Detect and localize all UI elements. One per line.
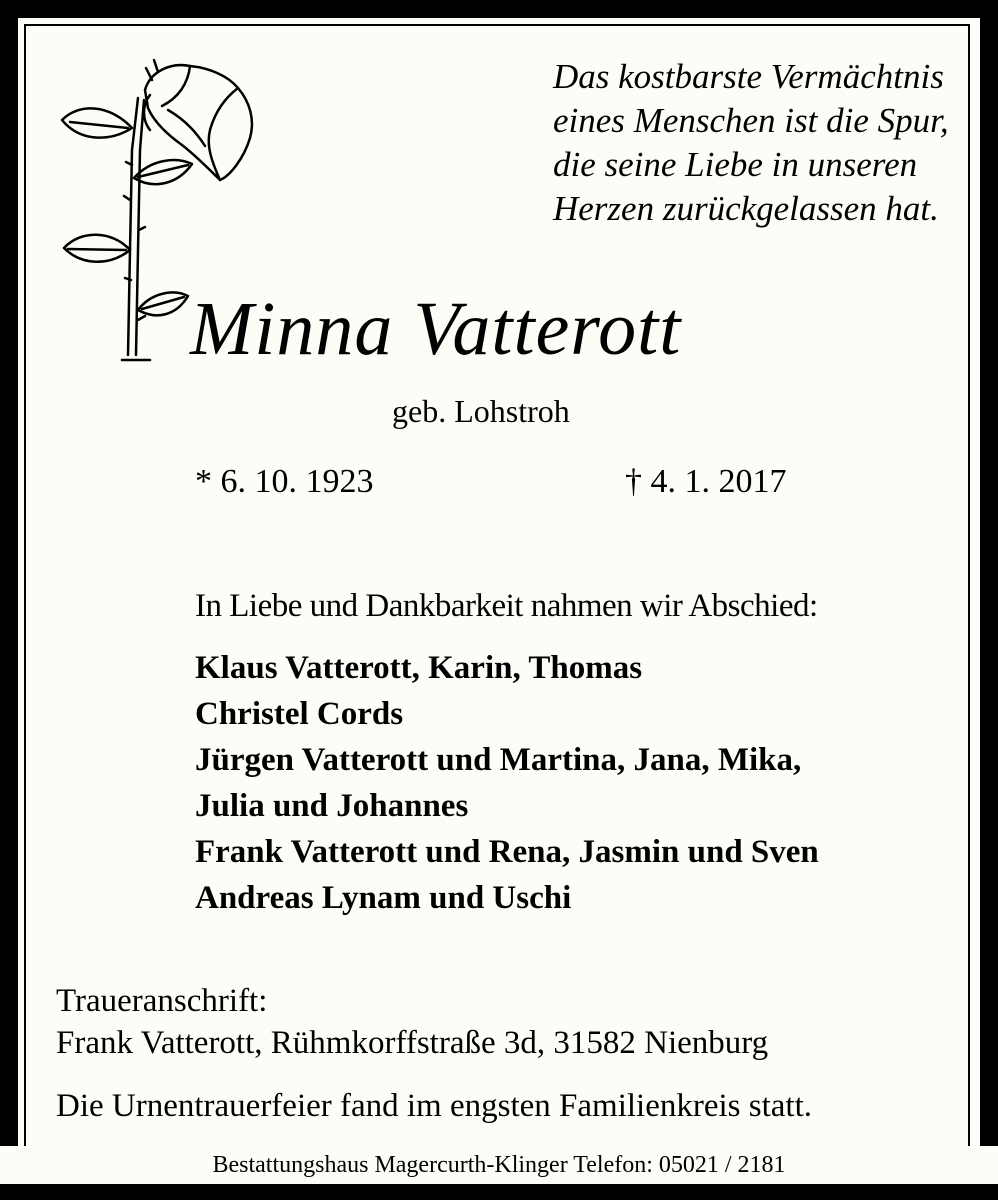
mourner-line: Andreas Lynam und Uschi	[195, 880, 572, 916]
address-label: Traueranschrift:	[56, 983, 268, 1019]
quote-line: Herzen zurückgelassen hat.	[553, 189, 939, 228]
funeral-home-footer: Bestattungshaus Magercurth-Klinger Telefon: 05021 / 2181	[212, 1152, 786, 1178]
death-date: † 4. 1. 2017	[625, 463, 787, 500]
address-line: Frank Vatterott, Rühmkorffstraße 3d, 31582 Nienburg	[56, 1025, 769, 1061]
memorial-quote	[553, 55, 963, 231]
quote-line: die seine Liebe in unseren	[553, 145, 918, 184]
deceased-name: Minna Vatterott	[190, 287, 682, 371]
ceremony-note: Die Urnentrauerfeier fand im engsten Familienkreis statt.	[56, 1088, 812, 1124]
mourner-line: Julia und Johannes	[195, 788, 469, 824]
maiden-name: geb. Lohstroh	[392, 393, 570, 429]
mourner-line: Jürgen Vatterott und Martina, Jana, Mika,	[195, 742, 802, 778]
farewell-intro: In Liebe und Dankbarkeit nahmen wir Abschied:	[195, 588, 818, 624]
birth-date: * 6. 10. 1923	[195, 463, 374, 500]
mourner-line: Klaus Vatterott, Karin, Thomas	[195, 650, 643, 686]
mourners-list	[195, 645, 819, 921]
mourner-line: Christel Cords	[195, 696, 404, 732]
mourner-line: Frank Vatterott und Rena, Jasmin und Sven	[195, 834, 819, 870]
quote-line: eines Menschen ist die Spur,	[553, 101, 949, 140]
quote-line: Das kostbarste Vermächtnis	[553, 57, 944, 96]
